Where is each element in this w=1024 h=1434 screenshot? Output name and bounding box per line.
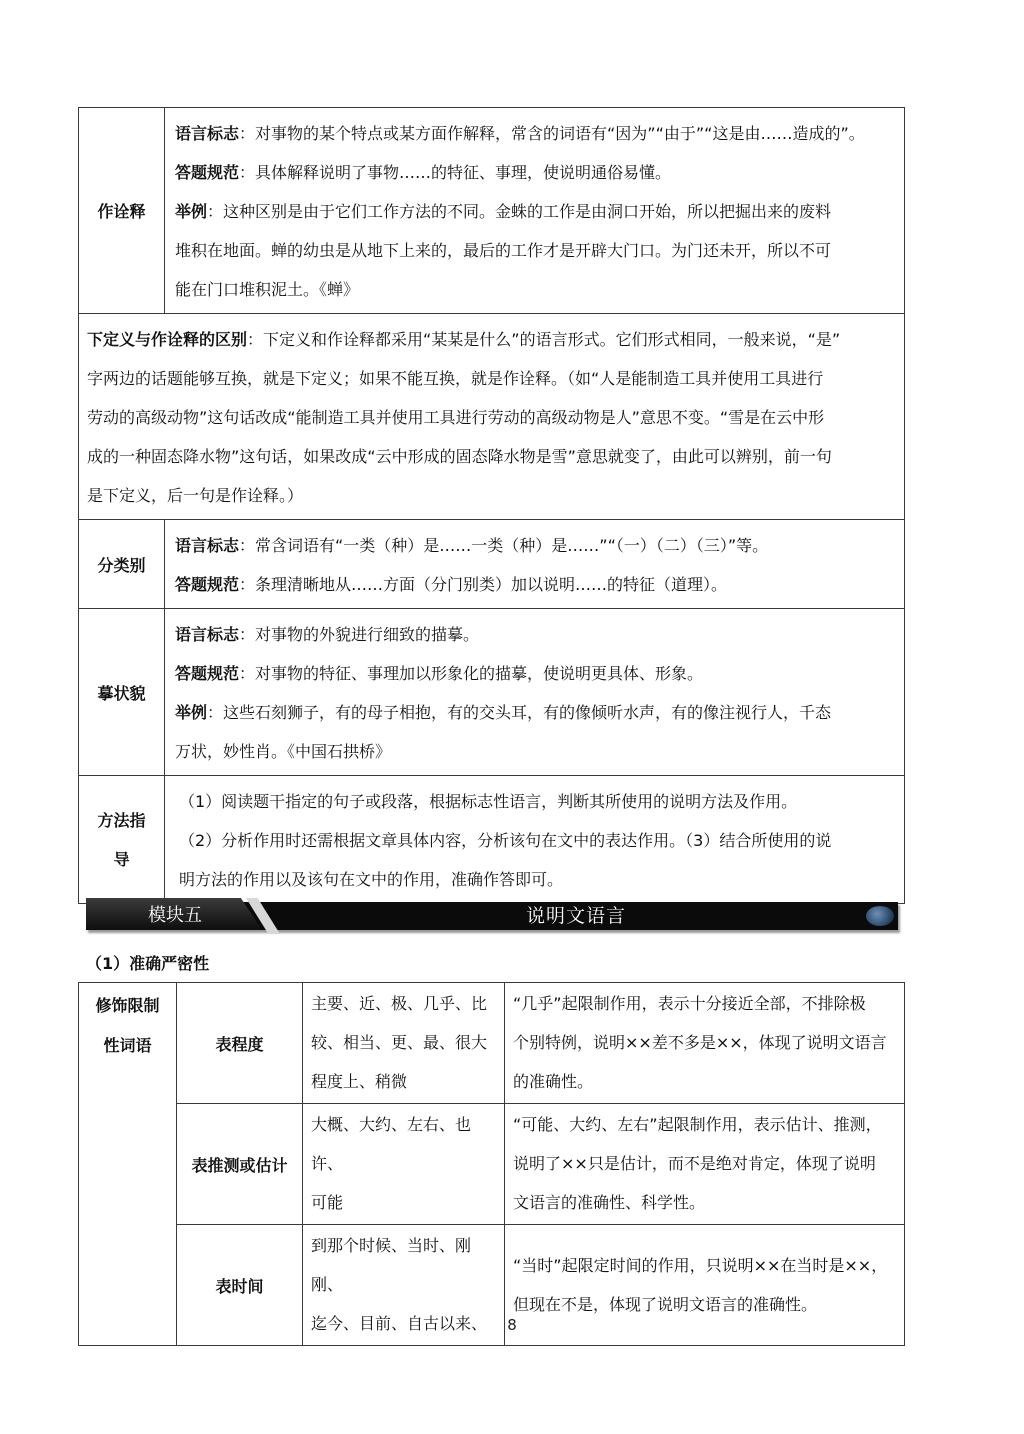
example-line: 堆积在地面。蝉的幼虫是从地下上来的，最后的工作才是开辟大门口。为门还未开，所以不可 — [175, 241, 832, 260]
explanation-cell — [505, 1104, 905, 1225]
example-label: 举例 — [175, 703, 208, 722]
explanation-line: 但现在不是，体现了说明文语言的准确性。 — [513, 1294, 818, 1314]
explanation-line: 个别特例，说明××差不多是××，体现了说明文语言 — [513, 1033, 887, 1052]
difference-label: 下定义与作诠释的区别 — [87, 330, 248, 349]
dati-label: 答题规范 — [175, 163, 240, 182]
example-line: ：这种区别是由于它们工作方法的不同。金蛛的工作是由洞口开始，所以把掘出来的废料 — [207, 202, 832, 221]
fangfa-line: 明方法的作用以及该句在文中的作用，准确作答即可。 — [179, 870, 564, 889]
word-line: 程度上、稍微 — [311, 1072, 408, 1091]
fangfa-line: （2）分析作用时还需根据文章具体内容，分析该句在文中的表达作用。（3）结合所使用的说 — [179, 831, 832, 850]
yuyan-label: 语言标志 — [175, 536, 240, 555]
example-line: ：这些石刻狮子，有的母子相抱，有的交头耳，有的像倾听水声，有的像注视行人，千态 — [207, 703, 832, 722]
word-line: 迄今、目前、自古以来、 — [311, 1314, 488, 1333]
fangfa-line: （1）阅读题干指定的句子或段落，根据标志性语言，判断其所使用的说明方法及作用。 — [179, 792, 798, 811]
content-difference — [79, 314, 905, 520]
row-fenleibie — [79, 520, 905, 609]
explanation-line: “可能、大约、左右”起限制作用，表示估计、推测， — [513, 1115, 882, 1134]
explanation-line: “几乎”起限制作用，表示十分接近全部，不排除极 — [513, 994, 866, 1013]
example-line: 能在门口堆积泥土。《蝉》 — [175, 280, 360, 299]
row-difference — [79, 314, 905, 520]
difference-line: ：下定义和作诠释都采用“某某是什么”的语言形式。它们形式相同，一般来说，“是” — [247, 330, 841, 349]
modifier-words-table — [78, 982, 905, 1346]
row-mozhuangmao — [79, 609, 905, 776]
word-line: 较、相当、更、最、很大 — [311, 1033, 488, 1052]
word-line: 到那个时候、当时、刚刚、 — [311, 1236, 472, 1294]
explanation-cell — [505, 983, 905, 1104]
sub-type: 表推测或估计 — [177, 1104, 303, 1225]
label-fangfa — [79, 776, 165, 904]
yuyan-text: ：对事物的某个特点或某方面作解释，常含的词语有“因为”“由于”“这是由……造成的”。 — [239, 124, 865, 143]
word-line: 可能 — [311, 1193, 344, 1212]
sub-type: 表时间 — [177, 1225, 303, 1346]
word-line: 主要、近、极、几乎、比 — [311, 994, 488, 1013]
example-line: 万状，妙性肖。《中国石拱桥》 — [175, 742, 392, 761]
yuyan-text: ：对事物的外貌进行细致的描摹。 — [239, 625, 480, 644]
difference-line: 字两边的话题能够互换，就是下定义；如果不能互换，就是作诠释。（如“人是能制造工具并使用工具进行 — [87, 369, 824, 388]
explanation-line: 文语言的准确性、科学性。 — [513, 1193, 706, 1212]
content-fenleibie — [165, 520, 905, 609]
label-mozhuangmao: 摹状貌 — [79, 609, 165, 776]
content-mozhuangmao — [165, 609, 905, 776]
explanation-line: 说明了××只是估计，而不是绝对肯定，体现了说明 — [513, 1154, 876, 1173]
dati-text: ：对事物的特征、事理加以形象化的描摹，使说明更具体、形象。 — [239, 664, 704, 683]
page-number: 8 — [507, 1316, 517, 1334]
content-zuoquanshi — [165, 108, 905, 314]
dati-label: 答题规范 — [175, 664, 240, 683]
table-row — [79, 983, 905, 1104]
words-cell — [303, 1104, 505, 1225]
dati-text: ：条理清晰地从……方面（分门别类）加以说明……的特征（道理）。 — [239, 575, 728, 594]
category-line: 修饰限制 — [95, 996, 160, 1015]
module-title: 说明文语言 — [526, 905, 627, 927]
explanation-line: 的准确性。 — [513, 1072, 594, 1091]
dati-label: 答题规范 — [175, 575, 240, 594]
category-line: 性词语 — [103, 1036, 152, 1055]
table-row — [79, 1104, 905, 1225]
example-label: 举例 — [175, 202, 208, 221]
label-zuoquanshi: 作诠释 — [79, 108, 165, 314]
sub-type: 表程度 — [177, 983, 303, 1104]
difference-line: 成的一种固态降水物”这句话，如果改成“云中形成的固态降水物是雪”意思就变了，由此可以辨别，前一句 — [87, 447, 832, 466]
module-banner — [86, 898, 904, 934]
fangfa-label-line: 方法指 — [97, 810, 146, 830]
content-fangfa — [165, 776, 905, 904]
dati-text: ：具体解释说明了事物……的特征、事理，使说明通俗易懂。 — [239, 163, 672, 182]
row-fangfa — [79, 776, 905, 904]
yuyan-text: ：常含词语有“一类（种）是……一类（种）是……”“（一）（二）（三）”等。 — [239, 536, 769, 555]
explanation-line: “当时”起限定时间的作用，只说明××在当时是××， — [513, 1255, 888, 1275]
difference-line: 劳动的高级动物”这句话改成“能制造工具并使用工具进行劳动的高级动物是人”意思不变。“雪是在云中形 — [87, 408, 825, 427]
label-fenleibie: 分类别 — [79, 520, 165, 609]
module-tab-label: 模块五 — [148, 905, 202, 926]
methods-table — [78, 107, 905, 904]
yuyan-label: 语言标志 — [175, 124, 240, 143]
yuyan-label: 语言标志 — [175, 625, 240, 644]
section-heading: （1）准确严密性 — [86, 954, 210, 973]
difference-line: 是下定义，后一句是作诠释。） — [87, 486, 304, 505]
word-line: 大概、大约、左右、也许、 — [311, 1115, 472, 1173]
globe-icon — [866, 906, 894, 926]
row-zuoquanshi — [79, 108, 905, 314]
words-cell — [303, 983, 505, 1104]
fangfa-label-line: 导 — [113, 849, 130, 869]
category-cell — [79, 983, 177, 1346]
